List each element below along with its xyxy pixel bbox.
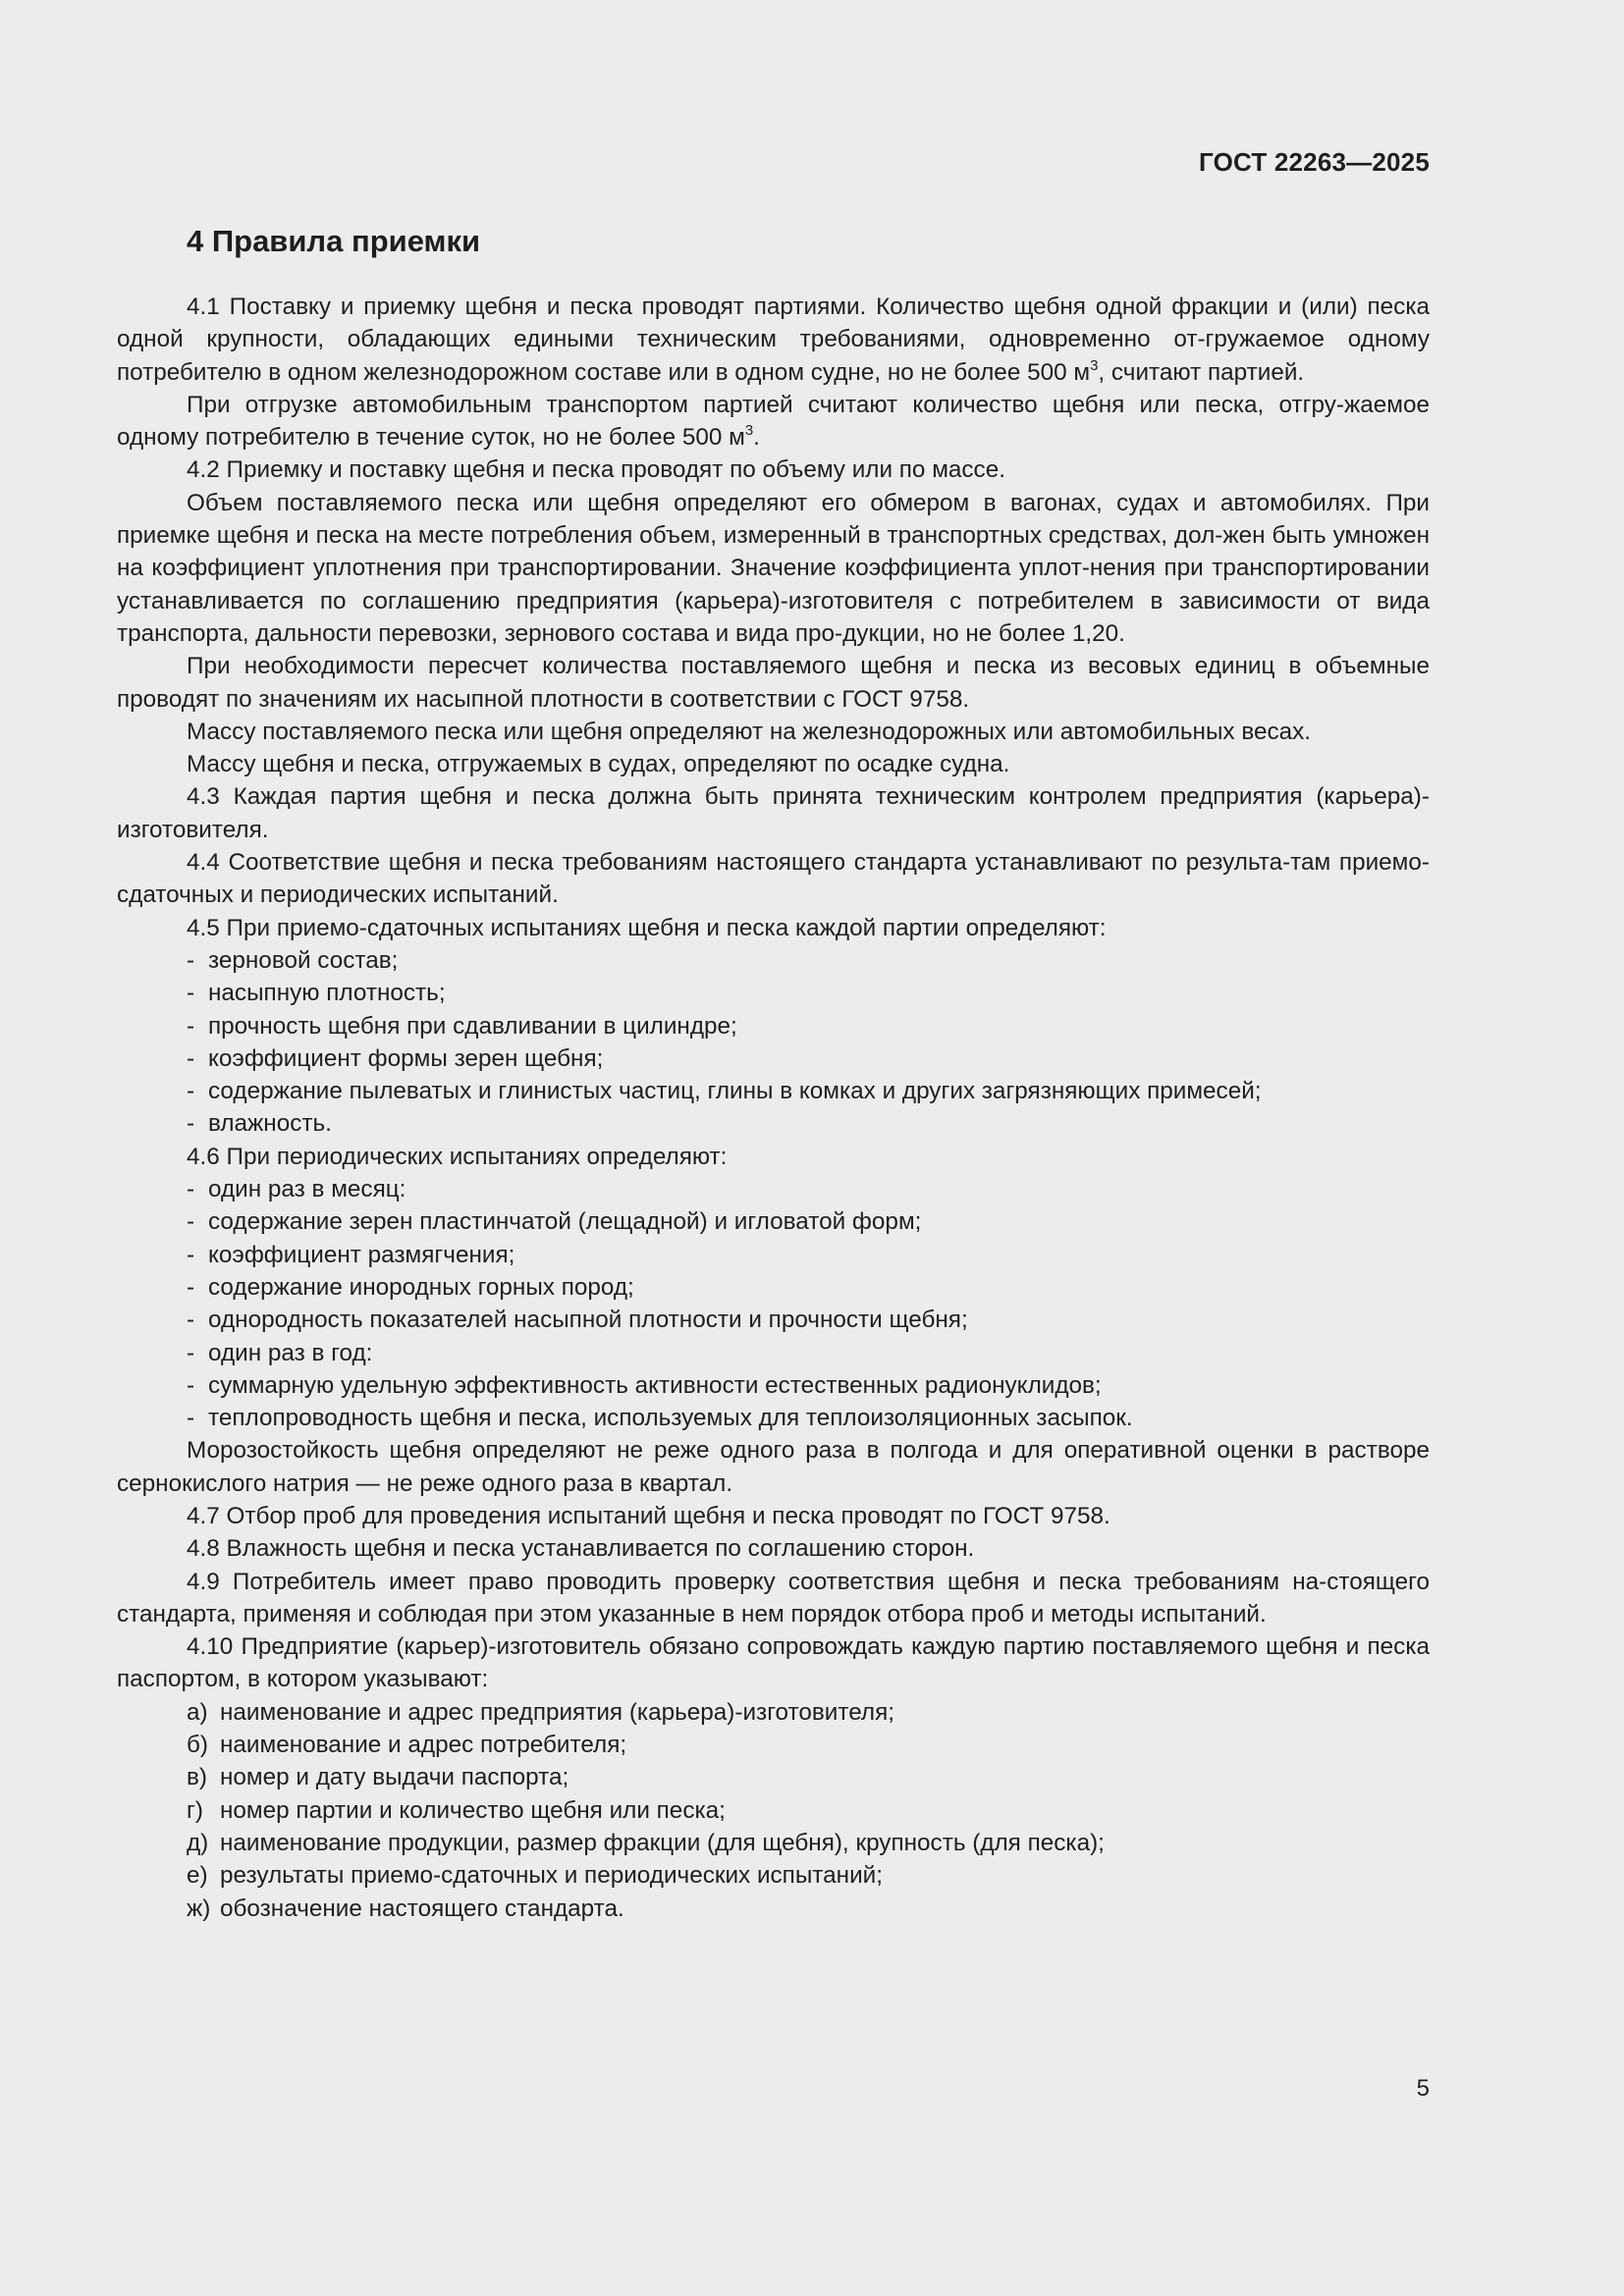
- list-marker: д): [187, 1829, 209, 1856]
- list-item: [187, 1369, 1430, 1402]
- list-marker: -: [187, 1241, 195, 1268]
- paragraph-4-2-volume: Объем поставляемого песка или щебня определяют его обмером в вагонах, судах и автомобилях. При приемке щебня и песка на месте потребления объем, измеренный в транспортных средствах, дол-жен быть умножен на коэффициент уплотнения при транспортировании. Значение коэффициента уплот-нения при транспортировании устанавливается по соглашению предприятия (карьера)-изготовителя с потребителем в зависимости от вида транспорта, дальности перевозки, зернового состава и вида про-дукции, но не более 1,20.: [117, 489, 1430, 647]
- list-marker: -: [187, 1208, 195, 1236]
- document-body: [117, 222, 1430, 1925]
- list-item: [187, 1239, 1430, 1271]
- list-marker: -: [187, 1078, 195, 1105]
- list-marker: г): [187, 1796, 203, 1824]
- list-item: [187, 1010, 1430, 1042]
- list-item-text: один раз в месяц:: [208, 1176, 406, 1203]
- list-item-text: однородность показателей насыпной плотности и прочности щебня;: [208, 1307, 968, 1334]
- list-item-text: результаты приемо-сдаточных и периодических испытаний;: [220, 1862, 883, 1890]
- list-item-text: наименование и адрес предприятия (карьера)-изготовителя;: [220, 1698, 894, 1726]
- section-title: 4 Правила приемки: [187, 224, 481, 258]
- list-marker: -: [187, 1044, 195, 1072]
- paragraph-4-10: 4.10 Предприятие (карьер)-изготовитель обязано сопровождать каждую партию поставляемого щебня и песка паспортом, в котором указывают:: [117, 1633, 1430, 1693]
- list-marker: е): [187, 1862, 208, 1890]
- list-item: [187, 1893, 1430, 1925]
- paragraph-4-4: 4.4 Соответствие щебня и песка требованиям настоящего стандарта устанавливают по результа-там приемо-сдаточных и периодических испытаний.: [117, 849, 1430, 909]
- list-item: [187, 1696, 1430, 1729]
- list-marker: -: [187, 1110, 195, 1138]
- superscript: 3: [744, 422, 754, 440]
- list-marker: -: [187, 1371, 195, 1399]
- paragraph-4-6-frost: Морозостойкость щебня определяют не реже одного раза в полгода и для оперативной оценки в растворе сернокислого натрия — не реже одного раза в квартал.: [117, 1437, 1430, 1497]
- paragraph-4-1-text: 4.1 Поставку и приемку щебня и песка проводят партиями. Количество щебня одной фракции и (или) песка одной крупности, обладающих едиными техническим требованиями, одновременно от-гружаемое одному потребителю в одном железнодорожном составе или в одном судне, но не более 500 м: [117, 294, 1430, 386]
- paragraph-4-2: 4.2 Приемку и поставку щебня и песка проводят по объему или по массе.: [187, 456, 1005, 484]
- list-item: [187, 1304, 1430, 1336]
- document-code: ГОСТ 22263—2025: [1199, 147, 1430, 177]
- list-item-text: коэффициент размягчения;: [208, 1241, 515, 1268]
- list-item: [187, 1173, 1430, 1205]
- list-item: [187, 1827, 1430, 1859]
- list-marker: -: [187, 1012, 195, 1040]
- list-item-text: наименование продукции, размер фракции (для щебня), крупность (для песка);: [220, 1829, 1105, 1856]
- list-item: [187, 1761, 1430, 1793]
- list-marker: -: [187, 1339, 195, 1366]
- list-marker: -: [187, 946, 195, 974]
- list-item-text: суммарную удельную эффективность активности естественных радионуклидов;: [208, 1371, 1102, 1399]
- list-item-text: обозначение настоящего стандарта.: [220, 1895, 624, 1922]
- list-item-text: номер и дату выдачи паспорта;: [220, 1764, 569, 1791]
- list-item: [187, 977, 1430, 1009]
- paragraph-4-3: 4.3 Каждая партия щебня и песка должна быть принята техническим контролем предприятия (карьера)-изготовителя.: [117, 783, 1430, 843]
- page-number: 5: [1416, 2075, 1430, 2102]
- paragraph-4-9: 4.9 Потребитель имеет право проводить проверку соответствия щебня и песка требованиям на-стоящего стандарта, применяя и соблюдая при этом указанные в нем порядок отбора проб и методы испытаний.: [117, 1568, 1430, 1628]
- list-4-6: [117, 1173, 1430, 1434]
- paragraph-4-7: 4.7 Отбор проб для проведения испытаний щебня и песка проводят по ГОСТ 9758.: [187, 1502, 1110, 1529]
- paragraph-4-1-tail: , считают партией.: [1098, 358, 1305, 386]
- list-item: [187, 1729, 1430, 1761]
- paragraph-4-2-conversion: При необходимости пересчет количества поставляемого щебня и песка из весовых единиц в объемные проводят по значениям их насыпной плотности в соответствии с ГОСТ 9758.: [117, 653, 1430, 713]
- list-item: [187, 1337, 1430, 1369]
- list-marker: -: [187, 1176, 195, 1203]
- list-item-text: содержание пылеватых и глинистых частиц, глины в комках и других загрязняющих примесей;: [208, 1078, 1262, 1105]
- list-item: [187, 1794, 1430, 1827]
- paragraph-4-6: 4.6 При периодических испытаниях определяют:: [187, 1143, 728, 1170]
- list-item: [187, 1271, 1430, 1304]
- list-item: [187, 944, 1430, 977]
- list-marker: -: [187, 1273, 195, 1301]
- list-item-text: насыпную плотность;: [208, 980, 446, 1007]
- list-item: [187, 1042, 1430, 1075]
- list-marker: ж): [187, 1895, 211, 1922]
- list-item: [187, 1205, 1430, 1238]
- list-marker: б): [187, 1732, 209, 1759]
- list-marker: в): [187, 1764, 207, 1791]
- list-item-text: содержание инородных горных пород;: [208, 1273, 634, 1301]
- list-item-text: прочность щебня при сдавливании в цилиндре;: [208, 1012, 737, 1040]
- list-item-text: один раз в год:: [208, 1339, 373, 1366]
- list-marker: а): [187, 1698, 208, 1726]
- list-marker: -: [187, 1405, 195, 1432]
- list-item-text: наименование и адрес потребителя;: [220, 1732, 627, 1759]
- list-item-text: теплопроводность щебня и песка, используемых для теплоизоляционных засыпок.: [208, 1405, 1133, 1432]
- list-item-text: влажность.: [208, 1110, 332, 1138]
- list-item: [187, 1402, 1430, 1434]
- paragraph-4-1-auto-tail: .: [753, 424, 760, 452]
- superscript: 3: [1090, 356, 1099, 374]
- list-item-text: номер партии и количество щебня или песка;: [220, 1796, 726, 1824]
- paragraph-4-1-auto-text: При отгрузке автомобильным транспортом партией считают количество щебня или песка, отгру-жаемое одному потребителю в течение суток, но не более 500 м: [117, 391, 1430, 452]
- list-item-text: коэффициент формы зерен щебня;: [208, 1044, 604, 1072]
- list-marker: -: [187, 1307, 195, 1334]
- list-4-5: [117, 944, 1430, 1141]
- list-item-text: зерновой состав;: [208, 946, 399, 974]
- list-item: [187, 1107, 1430, 1140]
- list-marker: -: [187, 980, 195, 1007]
- list-item-text: содержание зерен пластинчатой (лещадной) и игловатой форм;: [208, 1208, 922, 1236]
- list-4-10: [117, 1696, 1430, 1925]
- list-item: [187, 1075, 1430, 1107]
- paragraph-4-1-auto: [117, 389, 1430, 454]
- paragraph-4-1: [117, 291, 1430, 389]
- paragraph-4-2-mass: Массу поставляемого песка или щебня определяют на железнодорожных или автомобильных весах.: [187, 718, 1312, 745]
- paragraph-4-2-ships: Массу щебня и песка, отгружаемых в судах, определяют по осадке судна.: [187, 751, 1010, 778]
- paragraph-4-5: 4.5 При приемо-сдаточных испытаниях щебня и песка каждой партии определяют:: [187, 914, 1107, 941]
- paragraph-4-8: 4.8 Влажность щебня и песка устанавливается по соглашению сторон.: [187, 1535, 975, 1563]
- list-item: [187, 1859, 1430, 1892]
